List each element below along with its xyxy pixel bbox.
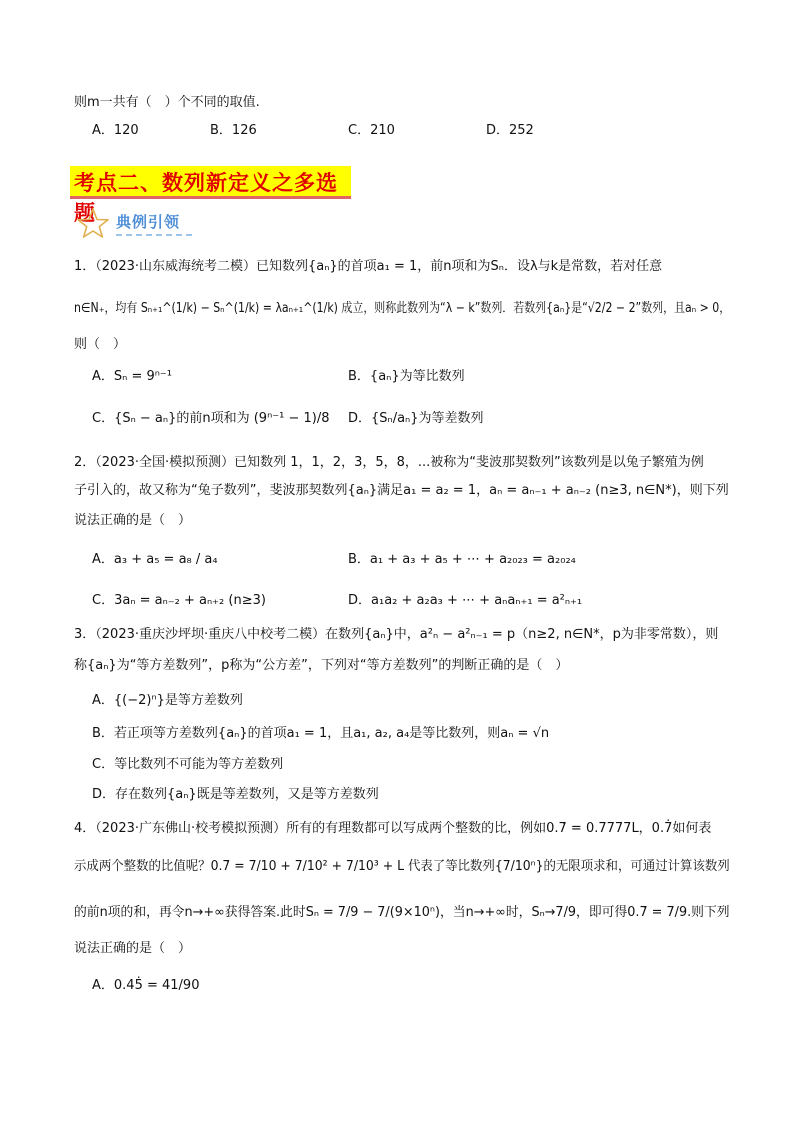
example-underline [116, 234, 192, 236]
q3-option-b: B．若正项等方差数列{aₙ}的首项a₁ = 1，且a₁, a₂, a₄是等比数列，则aₙ = √n [92, 726, 550, 741]
prev-option-d: D．252 [486, 123, 534, 138]
q3-option-c: C．等比数列不可能为等方差数列 [92, 757, 284, 772]
q4-line4: 说法正确的是（ ） [74, 941, 192, 956]
q2-line3: 说法正确的是（ ） [74, 513, 192, 528]
q2-option-c: C．3aₙ = aₙ₋₂ + aₙ₊₂ (n≥3) [92, 593, 266, 608]
q3-line2: 称{aₙ}为“等方差数列”，p称为“公方差”，下列对“等方差数列”的判断正确的是（ ） [74, 658, 569, 673]
q1-option-a: A．Sₙ = 9ⁿ⁻¹ [92, 369, 173, 384]
q2-line2: 子引入的，故又称为“兔子数列”，斐波那契数列{aₙ}满足a₁ = a₂ = 1，aₙ = aₙ₋₁ + aₙ₋₂ (n≥3, n∈N*)，则下列 [74, 483, 729, 498]
q3-line1: 3．（2023·重庆沙坪坝·重庆八中校考二模）在数列{aₙ}中，a²ₙ − a²ₙ₋₁ = p（n≥2, n∈N*，p为非零常数），则 [74, 627, 719, 642]
prev-option-a: A．120 [92, 123, 139, 138]
prev-option-c: C．210 [348, 123, 395, 138]
star-icon [76, 207, 110, 239]
q4-line3: 的前n项的和，再令n→+∞获得答案.此时Sₙ = 7/9 − 7/(9×10ⁿ)，当n→+∞时，Sₙ→7/9，即可得0.7̇ = 7/9.则下列 [74, 905, 730, 920]
section-title: 考点二、数列新定义之多选题 [74, 170, 338, 225]
example-label: 典例引领 [116, 213, 181, 231]
q1-option-c: C．{Sₙ − aₙ}的前n项和为 (9ⁿ⁻¹ − 1)/8 [92, 411, 330, 426]
q2-option-d: D．a₁a₂ + a₂a₃ + ⋯ + aₙaₙ₊₁ = a²ₙ₊₁ [348, 593, 583, 608]
q4-option-a: A．0.45̇ = 41/90 [92, 978, 200, 993]
q2-option-a: A．a₃ + a₅ = a₈ / a₄ [92, 552, 218, 567]
q1-line3: 则（ ） [74, 337, 127, 352]
q3-option-a: A．{(−2)ⁿ}是等方差数列 [92, 693, 243, 708]
q1-option-b: B．{aₙ}为等比数列 [348, 369, 465, 384]
q3-option-d: D．存在数列{aₙ}既是等差数列，又是等方差数列 [92, 787, 379, 802]
q1-option-d: D．{Sₙ/aₙ}为等差数列 [348, 411, 484, 426]
prev-question-stem: 则m一共有（ ）个不同的取值. [74, 95, 260, 110]
q1-line2: n∈N₊，均有 Sₙ₊₁^(1/k) − Sₙ^(1/k) = λaₙ₊₁^(1/k) 成立，则称此数列为“λ − k”数列．若数列{aₙ}是“√2/2 − 2”数列，且aₙ > 0， [74, 301, 731, 316]
q1-line1: 1．（2023·山东威海统考二模）已知数列{aₙ}的首项a₁ = 1，前n项和为Sₙ．设λ与k是常数，若对任意 [74, 259, 663, 274]
q2-option-b: B．a₁ + a₃ + a₅ + ⋯ + a₂₀₂₃ = a₂₀₂₄ [348, 552, 576, 567]
q2-line1: 2．（2023·全国·模拟预测）已知数列 1，1，2，3，5，8，...被称为“斐波那契数列”该数列是以兔子繁殖为例 [74, 455, 704, 470]
prev-option-b: B．126 [210, 123, 257, 138]
q4-line1: 4．（2023·广东佛山·校考模拟预测）所有的有理数都可以写成两个整数的比，例如0.7̇ = 0.7777L，0.7̇如何表 [74, 821, 712, 836]
q4-line2: 示成两个整数的比值呢？0.7̇ = 7/10 + 7/10² + 7/10³ + L 代表了等比数列{7/10ⁿ}的无限项求和，可通过计算该数列 [74, 859, 730, 874]
